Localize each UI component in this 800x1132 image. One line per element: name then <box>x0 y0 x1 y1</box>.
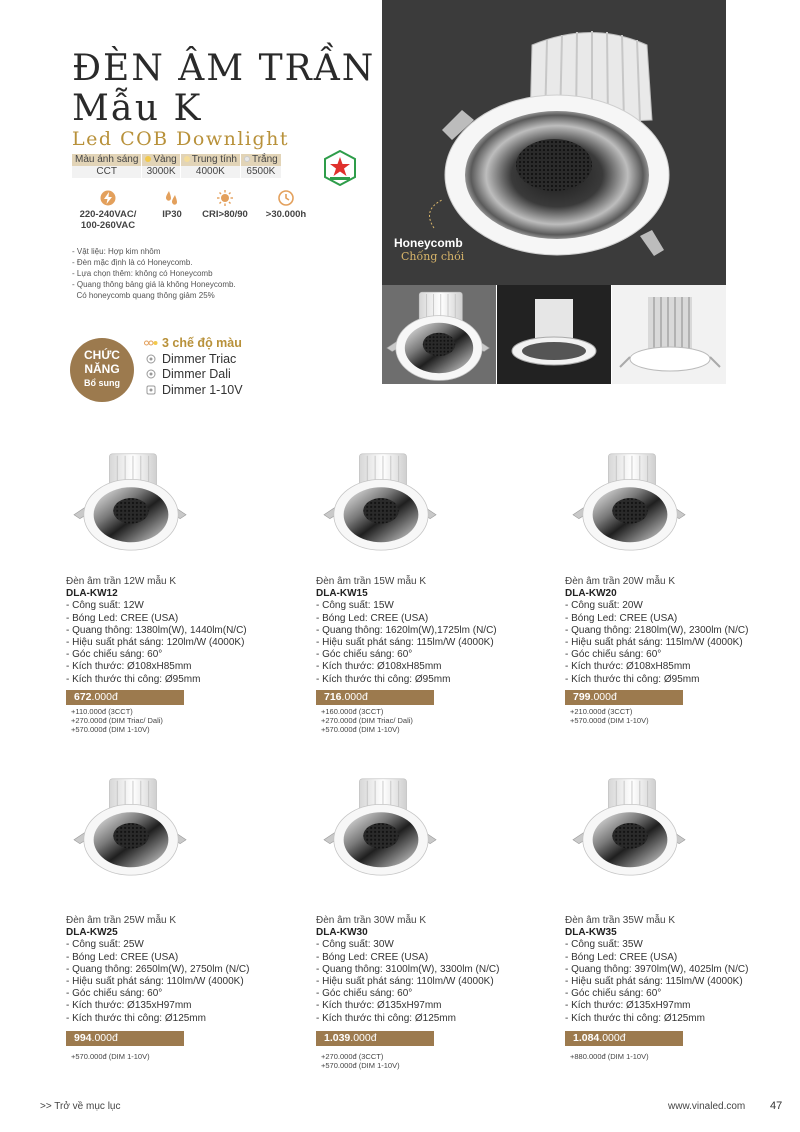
page-subtitle: Led COB Downlight <box>72 128 290 150</box>
product-spec: - Góc chiếu sáng: 60° <box>565 649 662 661</box>
product-notes <box>72 246 236 301</box>
price-tag: 1.084.000đ <box>565 1031 683 1046</box>
product-info <box>316 576 497 686</box>
product-spec: - Quang thông: 2180lm(W), 2300lm (N/C) <box>565 624 749 636</box>
product-card <box>565 445 800 725</box>
product-card <box>316 770 556 1070</box>
product-spec: - Công suất: 12W <box>66 600 144 612</box>
product-spec: - Công suất: 30W <box>316 939 394 951</box>
product-spec: - Hiệu suất phát sáng: 115lm/W (4000K) <box>316 637 494 649</box>
warm-dot-icon <box>145 156 151 162</box>
water-drops-icon <box>163 190 181 206</box>
website-link[interactable]: www.vinaled.com <box>668 1101 746 1112</box>
product-name: Đèn âm trần 20W mẫu K <box>565 576 676 587</box>
neutral-dot-icon <box>184 156 190 162</box>
price-addons: +110.000đ (3CCT) +270.000đ (DIM Triac/ Dali) +570.000đ (DIM 1-10V) <box>71 707 163 734</box>
mode-item: Dimmer Triac <box>144 352 243 368</box>
product-image <box>322 445 440 555</box>
product-spec: - Kích thước thi công: Ø125mm <box>316 1012 456 1024</box>
lamp-side-image <box>497 285 611 384</box>
anti-glare-label: Chống chói <box>401 250 465 263</box>
product-spec: - Góc chiếu sáng: 60° <box>66 988 163 1000</box>
cct-table-row <box>72 154 281 166</box>
function-modes-list <box>144 336 243 398</box>
cct-table <box>72 154 281 178</box>
product-code: DLA-KW25 <box>66 927 118 939</box>
product-info <box>565 576 748 686</box>
product-name: Đèn âm trần 30W mẫu K <box>316 915 427 926</box>
clock-icon <box>278 190 294 206</box>
price-tag: 994.000đ <box>66 1031 184 1046</box>
ip-rating-spec: IP30 <box>154 190 190 220</box>
product-spec: - Góc chiếu sáng: 60° <box>316 649 413 661</box>
product-spec: - Hiệu suất phát sáng: 110lm/W (4000K) <box>66 976 244 988</box>
product-image <box>72 445 190 555</box>
page-number: 47 <box>770 1100 783 1112</box>
product-spec: - Quang thông: 3100lm(W), 3300lm (N/C) <box>316 963 500 975</box>
product-spec: - Kích thước: Ø135xH97mm <box>565 1000 691 1012</box>
certification-badge-icon <box>322 150 358 186</box>
thumbnail-photo <box>382 285 496 384</box>
dimmer-icon <box>144 354 158 364</box>
cct-cell: Màu ánh sáng <box>72 154 142 166</box>
price-addons: +160.000đ (3CCT) +270.000đ (DIM Triac/ Dali) +570.000đ (DIM 1-10V) <box>321 707 413 734</box>
product-card <box>316 445 556 734</box>
product-spec: - Hiệu suất phát sáng: 110lm/W (4000K) <box>316 976 494 988</box>
cri-spec: CRI>80/90 <box>194 190 256 220</box>
product-card <box>66 445 306 734</box>
voltage-spec: 220-240VAC/ 100-260VAC <box>72 190 144 231</box>
price-addons: +270.000đ (3CCT) +570.000đ (DIM 1-10V) <box>321 1052 400 1070</box>
product-code: DLA-KW20 <box>565 588 617 600</box>
sun-icon <box>216 190 234 206</box>
product-card <box>565 770 800 1061</box>
product-spec: - Công suất: 15W <box>316 600 394 612</box>
dimmer-icon <box>144 385 158 395</box>
product-name: Đèn âm trần 35W mẫu K <box>565 915 676 926</box>
mode-item: Dimmer 1-10V <box>144 383 243 399</box>
cct-cell: 4000K <box>180 166 240 178</box>
product-name: Đèn âm trần 12W mẫu K <box>66 576 177 587</box>
back-to-contents-link[interactable]: >> Trở về mục lục <box>40 1101 121 1112</box>
product-info <box>66 915 249 1025</box>
product-code: DLA-KW30 <box>316 927 368 939</box>
product-spec: - Kích thước thi công: Ø95mm <box>66 673 201 685</box>
product-spec: - Quang thông: 2650lm(W), 2750lm (N/C) <box>66 963 250 975</box>
price-addons: +880.000đ (DIM 1-10V) <box>570 1052 649 1061</box>
product-spec: - Quang thông: 1620lm(W),1725lm (N/C) <box>316 624 497 636</box>
note-line: - Vật liệu: Hợp kim nhôm <box>72 247 161 256</box>
product-info <box>316 915 499 1025</box>
product-info <box>66 576 247 686</box>
price-tag: 716.000đ <box>316 690 434 705</box>
thumbnail-photo <box>612 285 726 384</box>
lifetime-spec: >30.000h <box>258 190 314 220</box>
dimmer-icon <box>144 369 158 379</box>
product-card <box>66 770 306 1061</box>
product-info <box>565 915 748 1025</box>
note-line: Có honeycomb quang thông giảm 25% <box>72 291 215 300</box>
product-spec: - Quang thông: 1380lm(W), 1440lm(N/C) <box>66 624 247 636</box>
cct-cell: Vàng <box>142 154 180 166</box>
price-addons: +210.000đ (3CCT) +570.000đ (DIM 1-10V) <box>570 707 649 725</box>
spec-icons <box>72 190 322 240</box>
lightning-icon <box>100 190 116 206</box>
product-spec: - Kích thước thi công: Ø125mm <box>66 1012 206 1024</box>
cct-table-row <box>72 166 281 178</box>
color-dots-icon <box>144 338 158 348</box>
product-spec: - Kích thước thi công: Ø95mm <box>316 673 451 685</box>
product-spec: - Hiệu suất phát sáng: 120lm/W (4000K) <box>66 637 245 649</box>
cool-dot-icon <box>244 156 250 162</box>
note-line: - Đèn mặc định là có Honeycomb. <box>72 258 193 267</box>
product-spec: - Kích thước: Ø108xH85mm <box>316 661 442 673</box>
product-spec: - Bóng Led: CREE (USA) <box>66 951 179 963</box>
price-tag: 799.000đ <box>565 690 683 705</box>
product-spec: - Công suất: 25W <box>66 939 144 951</box>
page-title: ĐÈN ÂM TRẦN <box>72 48 376 89</box>
product-image <box>571 445 689 555</box>
product-spec: - Hiệu suất phát sáng: 115lm/W (4000K) <box>565 976 743 988</box>
product-spec: - Quang thông: 3970lm(W), 4025lm (N/C) <box>565 963 749 975</box>
product-spec: - Bóng Led: CREE (USA) <box>565 612 678 624</box>
honeycomb-label: Honeycomb <box>394 236 463 250</box>
product-spec: - Kích thước: Ø108xH85mm <box>66 661 192 673</box>
price-tag: 672.000đ <box>66 690 184 705</box>
product-spec: - Kích thước: Ø135xH97mm <box>316 1000 442 1012</box>
product-spec: - Góc chiếu sáng: 60° <box>565 988 662 1000</box>
lamp-heatsink-image <box>612 285 726 384</box>
note-line: - Lựa chọn thêm: không có Honeycomb <box>72 269 213 278</box>
price-addons: +570.000đ (DIM 1-10V) <box>71 1052 150 1061</box>
page-title-model: Mẫu K <box>72 88 203 129</box>
function-badge: CHỨC NĂNG Bổ sung <box>70 338 134 402</box>
mode-item: Dimmer Dali <box>144 367 243 383</box>
product-spec: - Bóng Led: CREE (USA) <box>565 951 678 963</box>
product-code: DLA-KW12 <box>66 588 118 600</box>
product-image <box>322 770 440 880</box>
product-spec: - Kích thước: Ø135xH97mm <box>66 1000 192 1012</box>
product-code: DLA-KW35 <box>565 927 617 939</box>
product-spec: - Công suất: 35W <box>565 939 643 951</box>
product-spec: - Công suất: 20W <box>565 600 643 612</box>
product-name: Đèn âm trần 15W mẫu K <box>316 576 427 587</box>
product-spec: - Bóng Led: CREE (USA) <box>316 951 429 963</box>
thumbnail-photo <box>497 285 611 384</box>
product-spec: - Kích thước: Ø108xH85mm <box>565 661 691 673</box>
product-spec: - Kích thước thi công: Ø125mm <box>565 1012 705 1024</box>
cct-cell: 6500K <box>240 166 280 178</box>
cct-cell: 3000K <box>142 166 180 178</box>
price-tag: 1.039.000đ <box>316 1031 434 1046</box>
hero-product-photo <box>382 0 726 285</box>
product-spec: - Bóng Led: CREE (USA) <box>316 612 429 624</box>
product-image <box>571 770 689 880</box>
product-name: Đèn âm trần 25W mẫu K <box>66 915 177 926</box>
product-spec: - Góc chiếu sáng: 60° <box>66 649 163 661</box>
product-spec: - Bóng Led: CREE (USA) <box>66 612 179 624</box>
product-spec: - Hiệu suất phát sáng: 115lm/W (4000K) <box>565 637 743 649</box>
lamp-front-image <box>382 285 496 384</box>
product-spec: - Góc chiếu sáng: 60° <box>316 988 413 1000</box>
cct-cell: Trung tính <box>180 154 240 166</box>
note-line: - Quang thông bảng giá là không Honeycomb. <box>72 280 236 289</box>
product-code: DLA-KW15 <box>316 588 368 600</box>
mode-item: 3 chế độ màu <box>144 336 243 352</box>
cct-cell: Trắng <box>240 154 280 166</box>
product-image <box>72 770 190 880</box>
product-spec: - Kích thước thi công: Ø95mm <box>565 673 700 685</box>
cct-cell: CCT <box>72 166 142 178</box>
